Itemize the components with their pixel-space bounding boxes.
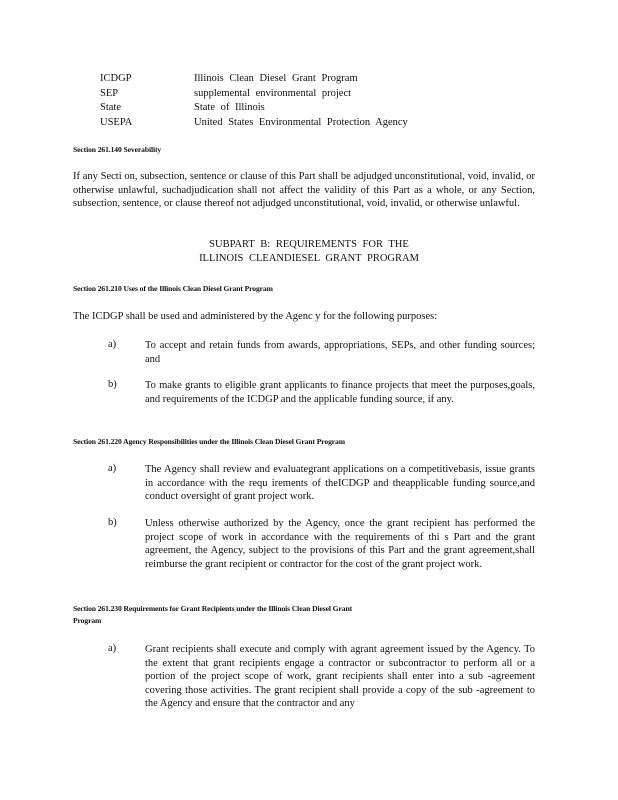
- acronym-table: [100, 72, 408, 130]
- uses-item-b: To make grants to eligible grant applicants to finance projects that meet the purposes,goals, and requirements of the ICDGP and the applicable funding source, if any.: [145, 380, 535, 405]
- item-number: b): [108, 379, 117, 390]
- subpart-title-line-1: SUBPART B: REQUIREMENTS FOR THE: [209, 239, 409, 250]
- item-number: a): [108, 463, 117, 474]
- agency-item-b: Unless otherwise authorized by the Agency, once the grant recipient has performed the project scope of work in accordance with the requirements of thi s Part and the grant agreement, the Agency, subject to the provisions of this Part and the grant agreement,shall reimburse the grant recipient or contractor for the cost of the grant project work.: [145, 518, 535, 570]
- acronym-definition: State of Illinois: [194, 102, 265, 113]
- item-number: a): [108, 643, 117, 654]
- acronym-row: [100, 87, 408, 102]
- recipients-item-a: Grant recipients shall execute and comply with agrant agreement issued by the Agency. To the extent that grant recipients engage a contractor or subcontractor to perform all or a portion of the project scope of work, grant recipients shall enter into a sub -agreement covering those activities. The grant recipient shall provide a copy of the sub -agreement to the Agency and ensure that the contractor and any: [145, 644, 535, 709]
- subpart-title-line-2: ILLINOIS CLEANDIESEL GRANT PROGRAM: [199, 253, 419, 264]
- uses-item-a: To accept and retain funds from awards, appropriations, SEPs, and other funding sources; and: [145, 340, 535, 365]
- acronym-definition: United States Environmental Protection Agency: [194, 116, 408, 128]
- item-number: b): [108, 517, 117, 528]
- acronym-term: State: [100, 102, 121, 113]
- item-number: a): [108, 339, 117, 350]
- acronym-definition: supplemental environmental project: [194, 87, 352, 99]
- section-heading-grant-recipients: Section 261.230 Requirements for Grant Recipients under the Illinois Clean Diesel Grant: [73, 604, 353, 613]
- uses-intro: The ICDGP shall be used and administered by the Agenc y for the following purposes:: [73, 311, 438, 322]
- section-heading-agency-responsibilities: Section 261.220 Agency Responsibilities under the Illinois Clean Diesel Grant Program: [73, 437, 345, 446]
- section-heading-uses: Section 261.210 Uses of the Illinois Clean Diesel Grant Program: [73, 284, 273, 293]
- acronym-term: SEP: [100, 87, 119, 99]
- section-heading-grant-recipients-cont: Program: [73, 616, 102, 625]
- acronym-term: USEPA: [100, 116, 133, 128]
- acronym-row: [100, 116, 408, 131]
- acronym-row: [100, 72, 408, 87]
- acronym-row: [100, 101, 408, 116]
- section-heading-severability: Section 261.140 Severability: [73, 145, 162, 154]
- severability-paragraph: If any Secti on, subsection, sentence or clause of this Part shall be adjudged unconstitutional, void, invalid, or otherwise unlawful, suchadjudication shall not affect the validity of this Part as a whole, or any Section, subsection, sentence, or clause thereof not adjudged unconstitutional, void, invalid, or otherwise unlawful.: [73, 171, 535, 209]
- acronym-term: ICDGP: [100, 73, 132, 84]
- agency-item-a: The Agency shall review and evaluategrant applications on a competitivebasis, issue grants in accordance with the requ irements of theICDGP and theapplicable funding source,and conduct oversight of grant project work.: [145, 464, 535, 502]
- acronym-definition: Illinois Clean Diesel Grant Program: [194, 73, 358, 84]
